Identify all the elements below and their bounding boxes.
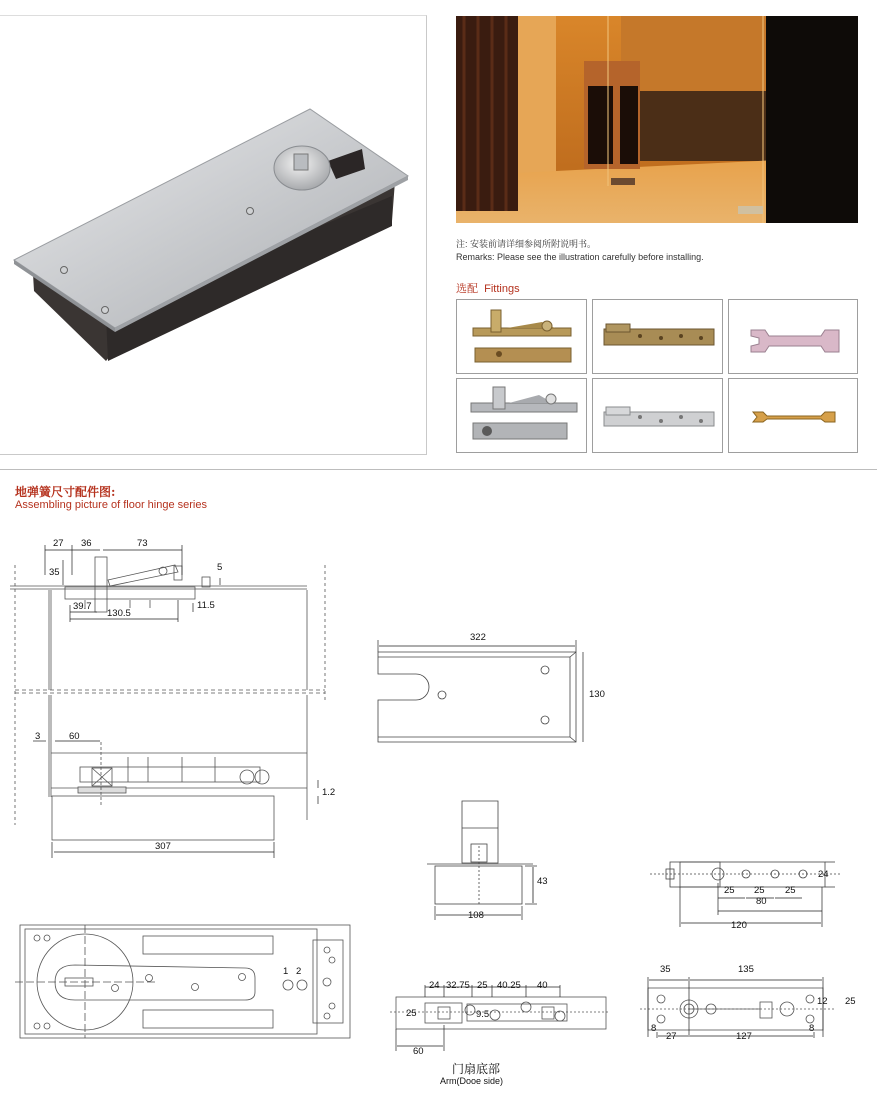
dim-322: 322 [470, 632, 486, 643]
fitting-brass-strap [592, 299, 723, 374]
screw-label-1: 1 [283, 966, 289, 977]
cover-plate-drawing [376, 640, 616, 750]
arm-dim-40: 40 [537, 980, 548, 991]
dim-43: 43 [537, 876, 548, 887]
pivot-box-drawing [425, 798, 545, 923]
fitting-steel-pivot-set [456, 378, 587, 453]
dim-5: 5 [217, 562, 223, 573]
strap-dim-35: 35 [660, 964, 671, 975]
section-divider [0, 469, 877, 470]
section-title-cn: 地弹簧尺寸配件图: [15, 485, 116, 499]
dim-130: 130 [589, 689, 605, 700]
arm-dim-60: 60 [413, 1046, 424, 1057]
arm-dim-32-75: 32.75 [446, 980, 470, 991]
plan-view-drawing [15, 920, 355, 1045]
strap-dim-12: 12 [817, 996, 828, 1007]
arm-dim-25: 25 [477, 980, 488, 991]
fitting-steel-strap [592, 378, 723, 453]
arm-caption-cn: 门扇底部 [452, 1062, 501, 1076]
dim-25-b: 25 [754, 885, 765, 896]
dim-36: 36 [81, 538, 92, 549]
fitting-brass-pivot-set [456, 299, 587, 374]
arm-dim-24: 24 [429, 980, 440, 991]
remark-cn: 注: 安装前请详细参阅所附说明书。 [456, 239, 597, 249]
fittings-title-cn: 选配 [456, 283, 478, 295]
arm-dim-40-25: 40.25 [497, 980, 521, 991]
dim-27: 27 [53, 538, 64, 549]
dim-1-2: 1.2 [322, 787, 336, 798]
dim-25-c: 25 [785, 885, 796, 896]
section-title-en: Assembling picture of floor hinge series [15, 499, 207, 511]
top-pivot-drawing [650, 855, 850, 935]
dim-24: 24 [818, 869, 829, 880]
strap-dim-25: 25 [845, 996, 856, 1007]
scene-photo [456, 16, 858, 223]
arm-dim-height-25: 25 [406, 1008, 417, 1019]
remark-en: Remarks: Please see the illustration carefully before installing. [456, 252, 704, 262]
dim-3: 3 [35, 731, 41, 742]
strap-dim-8-left: 8 [651, 1023, 657, 1034]
arm-caption-en: Arm(Dooe side) [440, 1076, 504, 1086]
dim-60: 60 [69, 731, 80, 742]
dim-130-5: 130.5 [107, 608, 131, 619]
dim-73: 73 [137, 538, 148, 549]
screw-label-2: 2 [296, 966, 302, 977]
strap-dim-127: 127 [736, 1031, 752, 1042]
dim-39-7: 39.7 [73, 601, 92, 612]
strap-dim-27: 27 [666, 1031, 677, 1042]
dim-11-5: 11.5 [197, 600, 215, 611]
fittings-title [456, 280, 520, 296]
strap-dim-8-right: 8 [809, 1023, 815, 1034]
dim-307: 307 [155, 841, 171, 852]
dim-25-a: 25 [724, 885, 735, 896]
fitting-wrench-large [728, 299, 858, 374]
dim-80: 80 [756, 896, 767, 907]
floor-hinge-photo [0, 16, 427, 456]
strap-dim-135: 135 [738, 964, 754, 975]
fittings-title-en: Fittings [484, 283, 520, 295]
dim-120: 120 [731, 920, 747, 931]
dim-108: 108 [468, 910, 484, 921]
fitting-wrench-small [728, 378, 858, 453]
dim-35: 35 [49, 567, 60, 578]
arm-dim-9-5: 9.5 [476, 1009, 490, 1020]
product-photo-frame [0, 15, 427, 455]
